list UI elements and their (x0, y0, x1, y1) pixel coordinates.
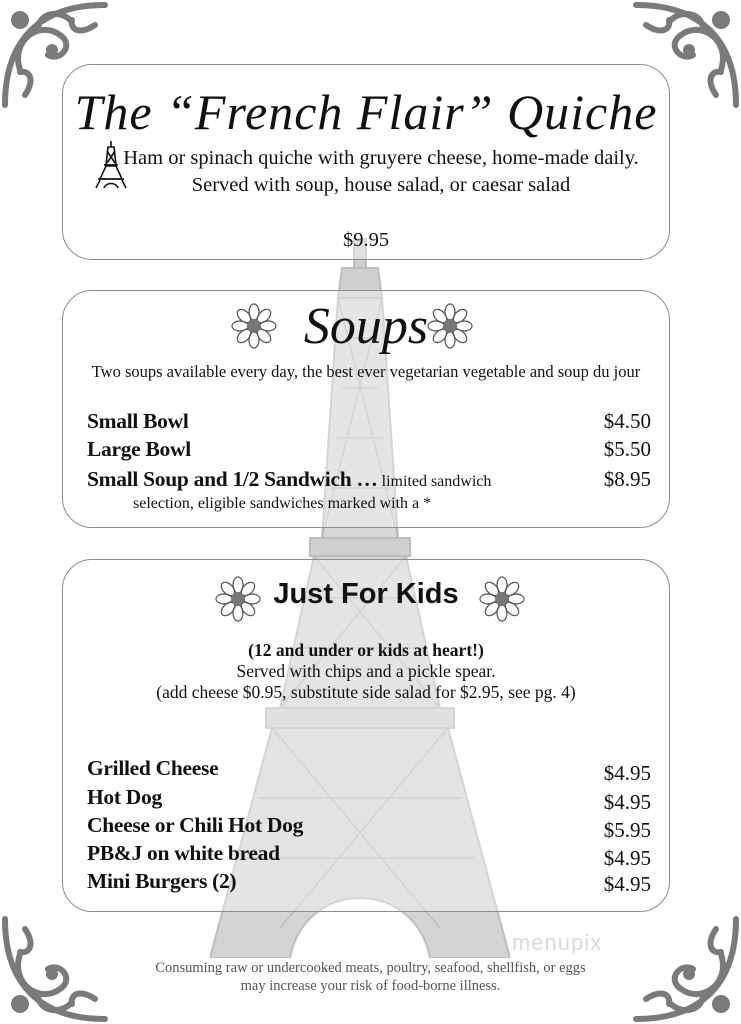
footer-line-2: may increase your risk of food-borne illness. (240, 978, 501, 994)
kids-subtitle-block (63, 640, 669, 703)
sandwich-note: selection, eligible sandwiches marked with a * (133, 495, 432, 512)
list-item (87, 841, 651, 870)
item-name: Mini Burgers (2) (87, 869, 237, 893)
item-price: $4.95 (603, 761, 651, 785)
list-item (87, 467, 651, 492)
item-price: $5.95 (603, 818, 651, 842)
item-price: $4.95 (603, 846, 651, 870)
soups-description: Two soups available every day, the best ever vegetarian vegetable and soup du jour (91, 362, 641, 381)
footer-disclaimer (0, 959, 741, 995)
quiche-card (62, 64, 670, 260)
item-price: $4.50 (603, 409, 651, 433)
soups-card (62, 290, 670, 528)
list-item (87, 756, 651, 785)
watermark: menupix (512, 930, 603, 955)
list-item (87, 869, 651, 894)
kids-subtitle: (12 and under or kids at heart!) (248, 640, 484, 660)
quiche-price: $9.95 (342, 229, 390, 251)
list-item (87, 437, 651, 462)
kids-line-2: (add cheese $0.95, substitute side salad for $2.95, see pg. 4) (156, 682, 576, 702)
quiche-title: The “French Flair” Quiche (74, 84, 658, 140)
list-item (87, 409, 651, 434)
list-item (87, 813, 651, 842)
item-note: limited sandwich (381, 473, 492, 490)
item-name: Cheese or Chili Hot Dog (87, 813, 304, 837)
item-name-group (87, 467, 491, 492)
sunflower-icon (427, 303, 473, 349)
item-price: $5.50 (603, 437, 651, 461)
item-name: Small Bowl (87, 409, 189, 433)
sunflower-icon (479, 576, 525, 622)
quiche-description: Ham or spinach quiche with gruyere cheese, home-made daily. Served with soup, house salad, or caesar salad (123, 147, 639, 196)
item-price: $8.95 (603, 467, 651, 491)
item-name: Hot Dog (87, 785, 162, 809)
kids-title: Just For Kids (273, 578, 459, 610)
item-name: PB&J on white bread (87, 841, 280, 865)
item-name: Grilled Cheese (87, 756, 219, 780)
kids-line-1: Served with chips and a pickle spear. (236, 661, 496, 681)
list-item (87, 785, 651, 814)
item-name: Large Bowl (87, 437, 191, 461)
soups-title: Soups (303, 298, 429, 355)
item-name: Small Soup and 1/2 Sandwich … (87, 467, 378, 491)
item-price: $4.95 (603, 872, 651, 896)
footer-line-1: Consuming raw or undercooked meats, poultry, seafood, shellfish, or eggs (155, 960, 586, 976)
kids-card (62, 559, 670, 912)
item-price: $4.95 (603, 790, 651, 814)
